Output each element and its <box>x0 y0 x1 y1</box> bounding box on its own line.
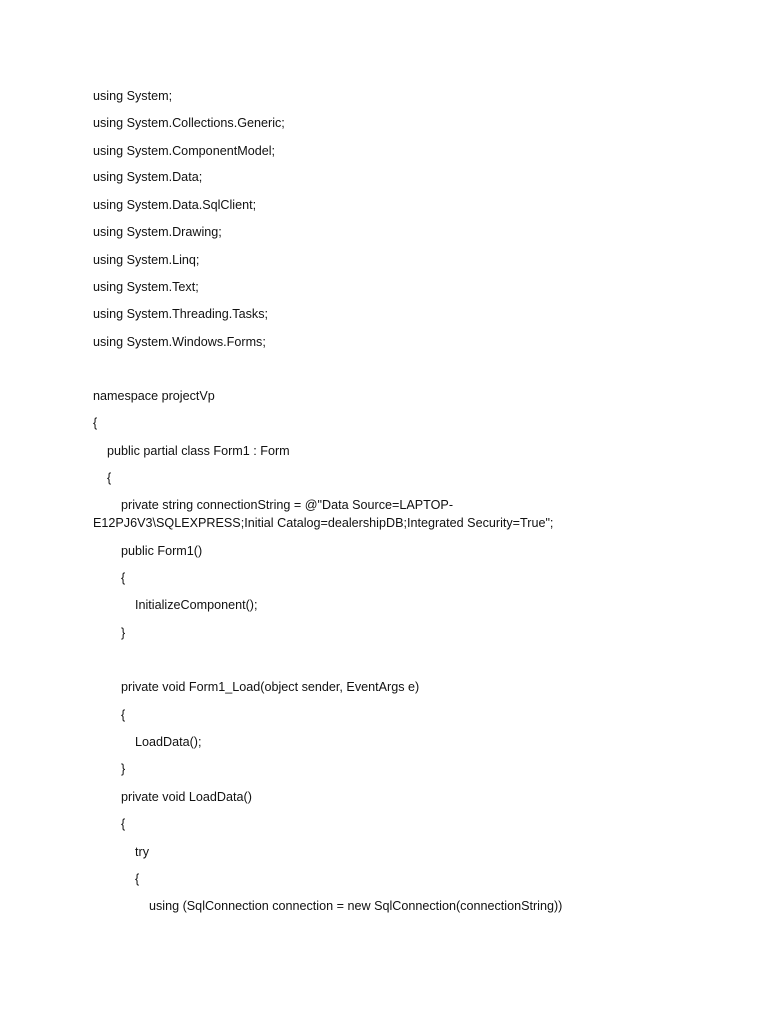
code-line: using System.Collections.Generic; <box>93 116 285 130</box>
code-line: using System.Data; <box>93 170 203 184</box>
code-line: using System.Windows.Forms; <box>93 335 266 349</box>
code-line: } <box>93 762 126 776</box>
code-line: LoadData(); <box>93 735 202 749</box>
code-line: { <box>93 872 140 886</box>
code-line: using System.Threading.Tasks; <box>93 307 268 321</box>
code-line: using System.ComponentModel; <box>93 144 276 158</box>
code-line: using System.Data.SqlClient; <box>93 198 257 212</box>
code-line: public Form1() <box>93 544 203 558</box>
code-line: using System.Text; <box>93 280 199 294</box>
code-line: using System.Linq; <box>93 253 200 267</box>
code-line: } <box>93 626 126 640</box>
code-line: namespace projectVp <box>93 389 215 403</box>
code-line: { <box>93 416 98 430</box>
code-line: private string connectionString = @"Data Source=LAPTOP-E12PJ6V3\SQLEXPRESS;Initial Catalog=dealershipDB;Integrated Security=True"; <box>93 498 554 530</box>
code-line: { <box>93 571 126 585</box>
code-line: { <box>93 708 126 722</box>
code-line: using (SqlConnection connection = new SqlConnection(connectionString)) <box>93 899 563 913</box>
code-line: private void LoadData() <box>93 790 252 804</box>
code-line: { <box>93 817 126 831</box>
code-line: using System; <box>93 89 173 103</box>
code-line: { <box>93 471 112 485</box>
code-line: using System.Drawing; <box>93 225 222 239</box>
code-line: InitializeComponent(); <box>93 598 258 612</box>
code-line: private void Form1_Load(object sender, EventArgs e) <box>93 680 420 694</box>
code-line: try <box>93 845 149 859</box>
code-line: public partial class Form1 : Form <box>93 444 290 458</box>
